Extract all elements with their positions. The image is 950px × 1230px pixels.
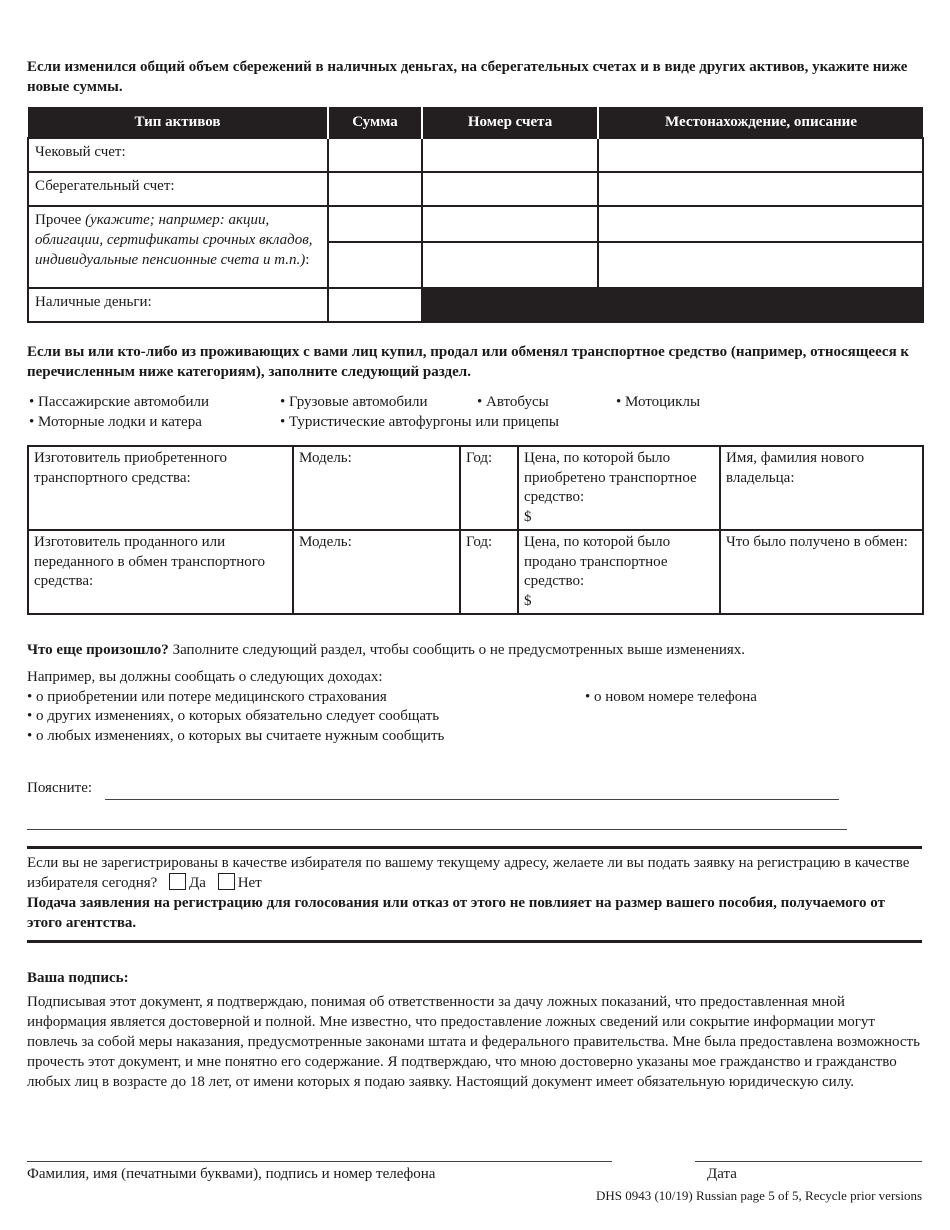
header-amount: Сумма (328, 107, 422, 138)
category-motorcycles: • Мотоциклы (616, 394, 701, 410)
table-row (28, 446, 923, 530)
name-signature-label: Фамилия, имя (печатными буквами), подпись и номер телефона (27, 1166, 436, 1182)
other-amount-field-1[interactable] (328, 206, 422, 242)
list-item: • о новом номере телефона (585, 688, 757, 705)
savings-location-field[interactable] (598, 172, 923, 206)
other-prefix: Прочее (35, 212, 82, 228)
example-intro: Например, вы должны сообщать о следующих доходах: (27, 669, 383, 685)
cash-shaded-cell (422, 288, 923, 322)
sold-price-label: Цена, по которой было продано транспортное средство: (524, 534, 671, 589)
signature-statement: Подписывая этот документ, я подтверждаю, понимая об ответственности за дачу ложных показаний, что предоставленная мной информация является достоверной и полной. Мне известно, что предоставление ложных сведений или сокрытие информации могут повлечь за собой меры наказания, предусмотренные законами штата и федерального правительства. Мне была предоставлена возможность прочесть этот документ, и мне понятно его содержание. Я подтверждаю, что мною достоверно указаны мое гражданство и гражданство любых лиц в возрасте до 18 лет, от имени которых я подаю заявку. Настоящий документ имеет обязательную юридическую силу. (27, 994, 920, 1090)
no-checkbox[interactable] (218, 873, 235, 890)
other-changes-text: Заполните следующий раздел, чтобы сообщить о не предусмотренных выше изменениях. (168, 642, 746, 658)
explain-line-1[interactable] (105, 799, 839, 800)
other-account-field-2[interactable] (422, 242, 598, 288)
table-row (28, 530, 923, 614)
explain-label: Поясните: (27, 780, 93, 796)
other-changes-heading: Что еще произошло? (27, 642, 169, 658)
voter-notice: Подача заявления на регистрацию для голосования или отказ от этого не повлияет на размер вашего пособия, получаемого от этого агентства. (27, 895, 885, 931)
checking-account-field[interactable] (422, 138, 598, 172)
divider (27, 846, 922, 849)
date-label: Дата (707, 1166, 737, 1182)
sold-model-field[interactable]: Модель: (293, 530, 460, 614)
table-row (28, 138, 923, 172)
sold-maker-field[interactable]: Изготовитель проданного или переданного в обмен транспортного средства: (28, 530, 293, 614)
currency-symbol: $ (524, 508, 532, 525)
checking-location-field[interactable] (598, 138, 923, 172)
bought-price-label: Цена, по которой было приобретено транспортное средство: (524, 450, 697, 505)
yes-label: Да (189, 875, 206, 891)
category-buses: • Автобусы (477, 394, 549, 410)
other-suffix: : (305, 252, 310, 268)
list-item: • о любых изменениях, о которых вы считаете нужным сообщить (27, 727, 445, 744)
vehicle-table (27, 445, 924, 615)
no-label: Нет (237, 875, 262, 891)
other-changes-list (27, 668, 922, 746)
header-account-number: Номер счета (422, 107, 598, 138)
checking-amount-field[interactable] (328, 138, 422, 172)
list-item: • о других изменениях, о которых обязательно следует сообщать (27, 708, 440, 724)
exchange-field[interactable]: Что было получено в обмен: (720, 530, 923, 614)
bought-price-field[interactable] (518, 446, 720, 530)
sold-year-field[interactable]: Год: (460, 530, 518, 614)
other-amount-field-2[interactable] (328, 242, 422, 288)
table-row (28, 288, 923, 322)
table-row (28, 172, 923, 206)
bought-year-field[interactable]: Год: (460, 446, 518, 530)
assets-header-row (28, 107, 923, 138)
explain-line-2[interactable] (27, 829, 847, 830)
explain-section (27, 780, 922, 802)
category-passenger-cars: • Пассажирские автомобили (29, 394, 210, 410)
name-signature-line[interactable] (27, 1161, 612, 1162)
voter-section (27, 853, 922, 933)
yes-checkbox[interactable] (169, 873, 186, 890)
row-label-savings: Сберегательный счет: (28, 172, 328, 206)
voter-question: Если вы не зарегистрированы в качестве избирателя по вашему текущему адресу, желаете ли вы подать заявку на регистрацию в качестве избирателя сегодня? (27, 855, 910, 891)
category-trucks: • Грузовые автомобили (280, 394, 428, 410)
currency-symbol: $ (524, 592, 532, 609)
header-asset-type: Тип активов (28, 107, 328, 138)
divider (27, 940, 922, 943)
sold-price-field[interactable] (518, 530, 720, 614)
other-location-field-1[interactable] (598, 206, 923, 242)
other-note: (укажите; например: акции, облигации, сертификаты срочных вкладов, индивидуальные пенсионные счета и т.п.) (35, 212, 313, 268)
cash-amount-field[interactable] (328, 288, 422, 322)
row-label-other (28, 206, 328, 288)
new-owner-field[interactable]: Имя, фамилия нового владельца: (720, 446, 923, 530)
bought-model-field[interactable]: Модель: (293, 446, 460, 530)
bought-maker-field[interactable]: Изготовитель приобретенного транспортного средства: (28, 446, 293, 530)
vehicle-categories (27, 393, 922, 432)
signature-heading: Ваша подпись: (27, 970, 129, 986)
form-footer: DHS 0943 (10/19) Russian page 5 of 5, Recycle prior versions (595, 1188, 922, 1203)
savings-amount-field[interactable] (328, 172, 422, 206)
assets-intro: Если изменился общий объем сбережений в наличных деньгах, на сберегательных счетах и в виде других активов, укажите ниже новые суммы. (27, 59, 908, 95)
row-label-checking: Чековый счет: (28, 138, 328, 172)
other-changes-intro (27, 640, 922, 660)
savings-account-field[interactable] (422, 172, 598, 206)
category-campers: • Туристические автофургоны или прицепы (280, 413, 559, 430)
date-line[interactable] (695, 1161, 922, 1162)
vehicle-intro: Если вы или кто-либо из проживающих с вами лиц купил, продал или обменял транспортное средство (например, относящееся к перечисленным ниже категориям), заполните следующий раздел. (27, 344, 910, 380)
table-row (28, 206, 923, 242)
other-account-field-1[interactable] (422, 206, 598, 242)
assets-table (27, 107, 924, 323)
list-item: • о приобретении или потере медицинского страхования (27, 688, 387, 705)
header-location: Местонахождение, описание (598, 107, 923, 138)
row-label-cash: Наличные деньги: (28, 288, 328, 322)
other-location-field-2[interactable] (598, 242, 923, 288)
category-boats: • Моторные лодки и катера (29, 413, 202, 430)
